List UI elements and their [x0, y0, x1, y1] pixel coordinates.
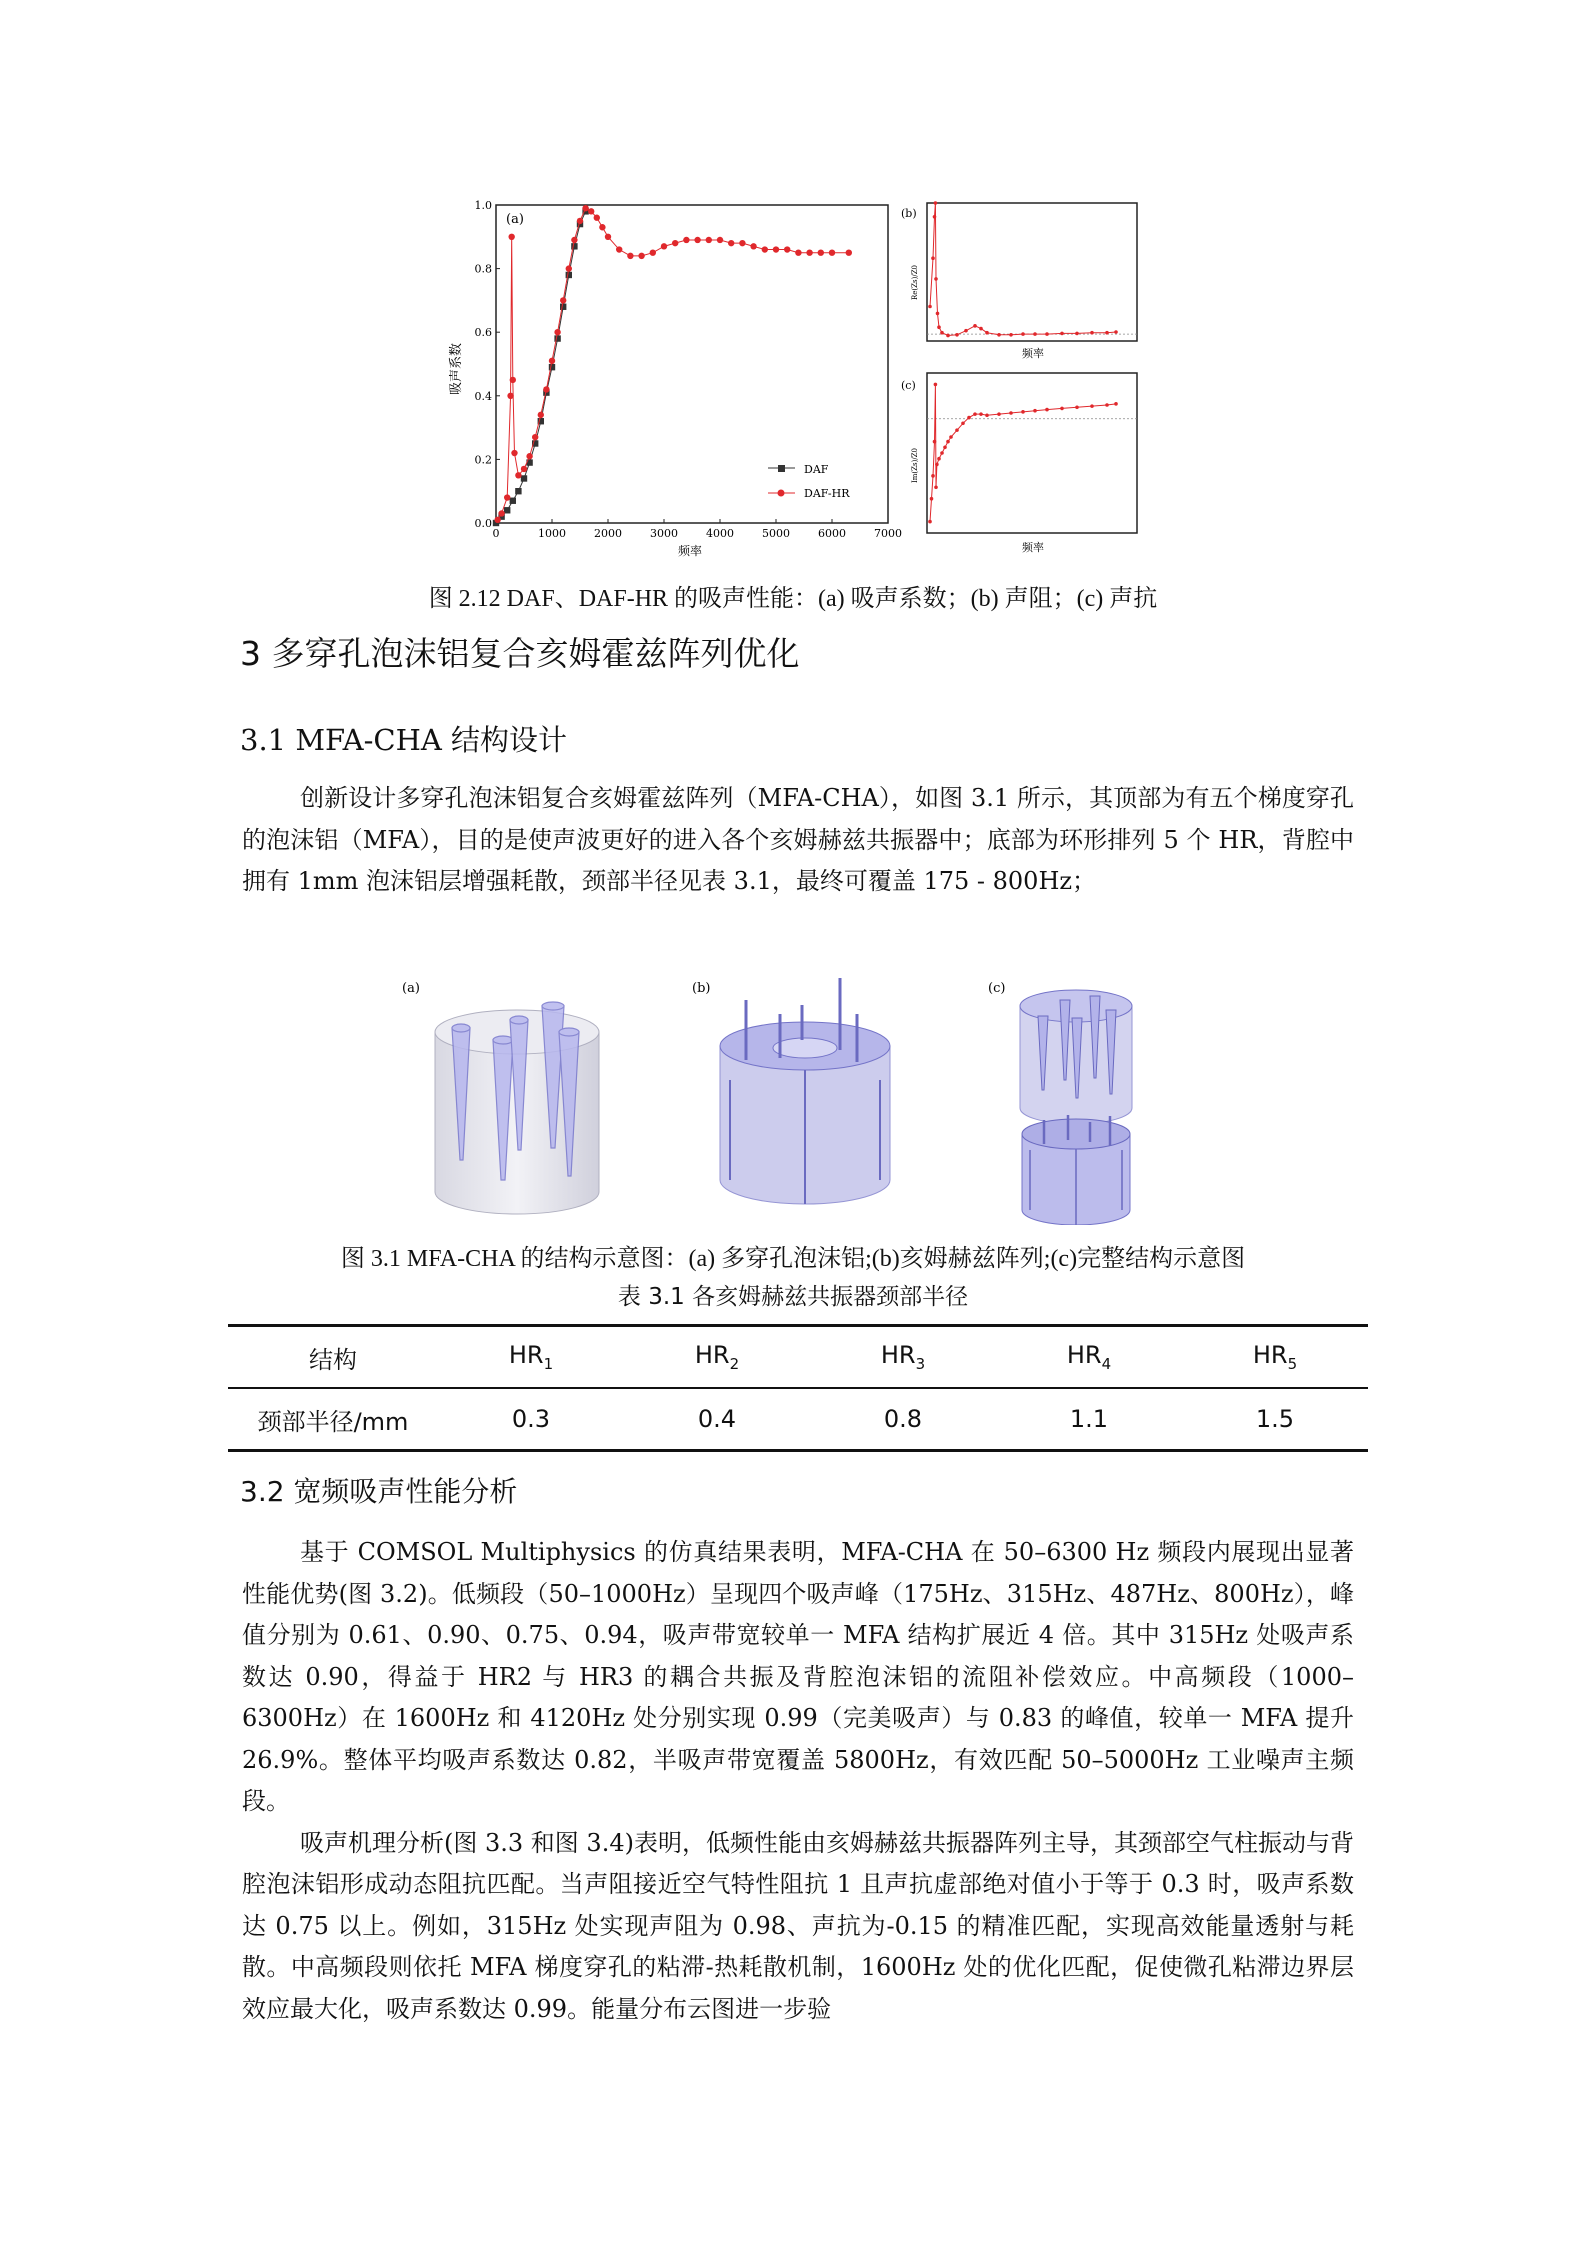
data-point-DAF-HR [946, 440, 950, 444]
panel-b-xlabel: 频率 [1022, 347, 1044, 360]
data-point-DAF-HR [997, 333, 1001, 337]
panel-a-xlabel: 频率 [678, 544, 703, 558]
data-point-DAF-HR [588, 208, 594, 214]
panel-c-xlabel: 频率 [1022, 541, 1044, 554]
data-point-DAF-HR [943, 445, 947, 449]
table-header-hr4: $HR_4$ [996, 1326, 1182, 1389]
y-tick-label: 0.6 [474, 326, 492, 340]
data-point-DAF-HR [672, 240, 678, 246]
data-point-DAF-HR [538, 412, 544, 418]
data-point-DAF-HR [571, 237, 577, 243]
data-point-DAF-HR [961, 421, 965, 425]
data-point-DAF-HR [931, 474, 935, 478]
data-point-DAF [521, 475, 527, 481]
section-3-2-paragraph-2: 吸声机理分析(图 3.3 和图 3.4)表明，低频性能由亥姆赫兹共振器阵列主导，其颈部空气柱振动与背腔泡沫铝形成动态阻抗匹配。当声阻接近空气特性阻抗 1 且声抗虚部绝对值小于等于 0.3 时，吸声系数达 0.75 以上。例如，315Hz 处实现声阻为 0.98、声抗为-0.15 的精准匹配，实现高效能量透射与耗散。中高频段则依托 MFA 梯度穿孔的粘滞-热耗散机制，1600Hz 处的优化匹配，促使微孔粘滞边界层效应最大化，吸声系数达 0.99。能量分布云图进一步验 [242, 1828, 1354, 2023]
data-point-DAF-HR [532, 434, 538, 440]
data-point-DAF-HR [717, 237, 723, 243]
section-3-1-paragraph: 创新设计多穿孔泡沫铝复合亥姆霍兹阵列（MFA-CHA），如图 3.1 所示，其顶部为有五个梯度穿孔的泡沫铝（MFA），目的是使声波更好的进入各个亥姆赫兹共振器中；底部为环形排列 5 个 HR，背腔中拥有 1mm 泡沫铝层增强耗散，颈部半径见表 3.1，最终可覆盖 175 - 800Hz； [242, 784, 1354, 895]
x-tick-label: 4000 [706, 527, 734, 540]
data-point-DAF [510, 498, 516, 504]
table-cell: 1.5 [1182, 1388, 1368, 1451]
data-point-DAF-HR [526, 453, 532, 459]
section-3-2-paragraph-1: 基于 COMSOL Multiphysics 的仿真结果表明，MFA-CHA 在 50–6300 Hz 频段内展现出显著性能优势(图 3.2)。低频段（50–1000Hz）呈现四个吸声峰（175Hz、315Hz、487Hz、800Hz），峰值分别为 0.61、0.90、0.75、0.94，吸声带宽较单一 MFA 结构扩展近 4 倍。其中 315Hz 处吸声系数达 0.90，得益于 HR2 与 HR3 的耦合共振及背腔泡沫铝的流阻补偿效应。中高频段（1000–6300Hz）在 1600Hz 和 4120Hz 处分别实现 0.99（完美吸声）与 0.83 的峰值，较单一 MFA 提升 26.9%。整体平均吸声系数达 0.82，半吸声带宽覆盖 5800Hz，有效匹配 50–5000Hz 工业噪声主频段。 [242, 1538, 1354, 1815]
data-point-DAF-HR [683, 237, 689, 243]
data-point-DAF-HR [985, 331, 989, 335]
data-point-DAF-HR [582, 205, 588, 211]
data-point-DAF-HR [934, 383, 938, 387]
data-point-DAF-HR [979, 412, 983, 416]
data-point-DAF-HR [1021, 410, 1025, 414]
panel-b-label: (b) [901, 207, 917, 220]
panel-b-frame [927, 203, 1137, 341]
data-point-DAF-HR [1105, 403, 1109, 407]
data-point-DAF [515, 488, 521, 494]
table-row-label: 颈部半径/mm [228, 1388, 438, 1451]
y-tick-label: 0.2 [474, 453, 492, 467]
data-point-DAF-HR [955, 333, 959, 337]
data-point-DAF-HR [928, 305, 932, 309]
table-header-hr3: $HR_3$ [810, 1326, 996, 1389]
section-3-1-body [242, 778, 1354, 903]
table-cell: 0.8 [810, 1388, 996, 1451]
data-point-DAF-HR [1021, 332, 1025, 336]
data-point-DAF [549, 364, 555, 370]
y-tick-label: 0.4 [474, 389, 492, 403]
data-point-DAF-HR [566, 265, 572, 271]
data-point-DAF-HR [1075, 332, 1079, 336]
data-point-DAF-HR [508, 234, 514, 240]
data-point-DAF-HR [1009, 333, 1013, 337]
section-3-1-title: 3.1 MFA-CHA 结构设计 [240, 723, 568, 757]
data-point-DAF-HR [504, 494, 510, 500]
x-tick-label: 7000 [874, 527, 902, 540]
data-point-DAF-HR [795, 250, 801, 256]
figure-3-1-label-a: (a) [402, 981, 420, 996]
data-point-DAF-HR [510, 377, 516, 383]
data-point-DAF-HR [1045, 408, 1049, 412]
figure-2-12 [440, 195, 1160, 575]
data-point-DAF [566, 272, 572, 278]
data-point-DAF-HR [554, 329, 560, 335]
data-point-DAF-HR [605, 234, 611, 240]
table-header-structure: 结构 [228, 1326, 438, 1389]
y-tick-label: 1.0 [474, 199, 492, 212]
x-tick-label: 5000 [762, 527, 790, 540]
data-point-DAF-HR [706, 237, 712, 243]
data-point-DAF-HR [979, 327, 983, 331]
x-tick-label: 3000 [650, 527, 678, 540]
data-point-DAF-HR [933, 215, 937, 219]
data-point-DAF-HR [973, 324, 977, 328]
panel-c-frame [927, 373, 1137, 533]
data-point-DAF-HR [997, 412, 1001, 416]
data-point-DAF-HR [1060, 332, 1064, 336]
x-tick-label: 2000 [594, 527, 622, 540]
table-row [228, 1388, 1368, 1451]
data-point-DAF-HR [934, 201, 938, 205]
data-point-DAF-HR [931, 256, 935, 260]
data-point-DAF-HR [515, 472, 521, 478]
data-point-DAF-HR [806, 250, 812, 256]
data-point-DAF-HR [498, 510, 504, 516]
data-point-DAF-HR [549, 358, 555, 364]
table-cell: 1.1 [996, 1388, 1182, 1451]
data-point-DAF-HR [949, 435, 953, 439]
data-point-DAF-HR [494, 517, 500, 523]
data-point-DAF-HR [937, 325, 941, 329]
data-point-DAF-HR [507, 393, 513, 399]
data-point-DAF-HR [638, 253, 644, 259]
x-tick-label: 6000 [818, 527, 846, 540]
table-cell: 0.3 [438, 1388, 624, 1451]
data-point-DAF-HR [762, 246, 768, 252]
data-point-DAF-HR [928, 520, 932, 524]
data-point-DAF [504, 507, 510, 513]
table-3-1 [228, 1324, 1368, 1452]
panel-c-ylabel: Im(Zs)/Z0 [911, 448, 919, 483]
data-point-DAF-HR [511, 450, 517, 456]
series-line-DAF-HR [930, 203, 1116, 335]
data-point-DAF-HR [985, 413, 989, 417]
data-point-DAF-HR [1090, 404, 1094, 408]
data-point-DAF-HR [1105, 331, 1109, 335]
data-point-DAF-HR [694, 237, 700, 243]
data-point-DAF-HR [750, 243, 756, 249]
data-point-DAF-HR [940, 331, 944, 335]
data-point-DAF-HR [1060, 407, 1064, 411]
data-point-DAF-HR [773, 246, 779, 252]
data-point-DAF-HR [818, 250, 824, 256]
series-line-DAF [496, 211, 586, 523]
figure-3-1-panel-c [988, 981, 1132, 1225]
table-header-hr5: $HR_5$ [1182, 1326, 1368, 1389]
data-point-DAF-HR [930, 497, 934, 501]
data-point-DAF-HR [560, 297, 566, 303]
panel-b-plot [928, 201, 1118, 337]
panel-c-plot [928, 383, 1118, 524]
data-point-DAF-HR [946, 334, 950, 338]
data-point-DAF-HR [964, 329, 968, 333]
data-point-DAF-HR [784, 246, 790, 252]
table-header-hr1: $HR_1$ [438, 1326, 624, 1389]
panel-a-label: (a) [506, 212, 524, 227]
panel-a-plot [493, 205, 852, 526]
figure-2-12-caption: 图 2.12 DAF、DAF-HR 的吸声性能：(a) 吸声系数；(b) 声阻；(c) 声抗 [428, 586, 1158, 612]
table-header-hr2: $HR_2$ [624, 1326, 810, 1389]
data-point-DAF-HR [1114, 402, 1118, 406]
series-line-DAF-HR [930, 384, 1116, 521]
data-point-DAF-HR [599, 224, 605, 230]
section-3-2-title: 3.2 宽频吸声性能分析 [240, 1475, 518, 1508]
y-tick-label: 0.0 [474, 517, 492, 530]
figure-3-1-caption: 图 3.1 MFA-CHA 的结构示意图：(a) 多穿孔泡沫铝;(b)亥姆赫兹阵列;(c)完整结构示意图 [340, 1246, 1246, 1272]
table-3-1-caption: 表 3.1 各亥姆赫兹共振器颈部半径 [617, 1284, 969, 1310]
panel-b-ylabel: Re(Zs)/Z0 [911, 264, 919, 300]
data-point-DAF-HR [728, 240, 734, 246]
data-point-DAF-HR [934, 485, 938, 489]
data-point-DAF-HR [936, 312, 940, 316]
data-point-DAF-HR [739, 240, 745, 246]
data-point-DAF-HR [1033, 409, 1037, 413]
table-cell: 0.4 [624, 1388, 810, 1451]
legend-daf-label: DAF [804, 463, 829, 476]
section-3-title: 3 多穿孔泡沫铝复合亥姆霍兹阵列优化 [240, 634, 800, 673]
figure-3-1-label-c: (c) [988, 981, 1006, 996]
data-point-DAF-HR [1075, 405, 1079, 409]
table-header-row [228, 1326, 1368, 1389]
x-tick-label: 0 [492, 527, 500, 540]
x-tick-label: 1000 [538, 527, 566, 540]
legend-dafhr-label: DAF-HR [804, 487, 850, 500]
figure-3-1-panel-a [402, 981, 599, 1214]
figure-3-1-label-b: (b) [692, 981, 711, 996]
data-point-DAF-HR [937, 457, 941, 461]
data-point-DAF-HR [650, 250, 656, 256]
data-point-DAF-HR [973, 412, 977, 416]
data-point-DAF-HR [935, 463, 939, 467]
data-point-DAF-HR [616, 246, 622, 252]
figure-3-1-panel-b [692, 978, 890, 1204]
data-point-DAF-HR [967, 416, 971, 420]
data-point-DAF-HR [594, 215, 600, 221]
section-3-2-body [242, 1532, 1354, 2030]
data-point-DAF-HR [940, 451, 944, 455]
data-point-DAF [554, 335, 560, 341]
panel-a-ylabel: 吸声系数 [449, 342, 464, 395]
data-point-DAF-HR [1033, 332, 1037, 336]
data-point-DAF-HR [577, 218, 583, 224]
data-point-DAF-HR [661, 243, 667, 249]
data-point-DAF-HR [521, 466, 527, 472]
data-point-DAF-HR [1045, 332, 1049, 336]
data-point-DAF-HR [934, 277, 938, 281]
y-tick-label: 0.8 [474, 262, 492, 276]
data-point-DAF-HR [1009, 411, 1013, 415]
data-point-DAF-HR [846, 250, 852, 256]
data-point-DAF-HR [543, 386, 549, 392]
figure-3-1 [400, 970, 1180, 1225]
data-point-DAF [571, 243, 577, 249]
panel-c-label: (c) [901, 379, 916, 392]
data-point-DAF-HR [829, 250, 835, 256]
data-point-DAF [560, 304, 566, 310]
data-point-DAF-HR [627, 253, 633, 259]
data-point-DAF-HR [1114, 330, 1118, 334]
data-point-DAF-HR [955, 428, 959, 432]
data-point-DAF-HR [933, 440, 937, 444]
data-point-DAF-HR [1090, 331, 1094, 335]
